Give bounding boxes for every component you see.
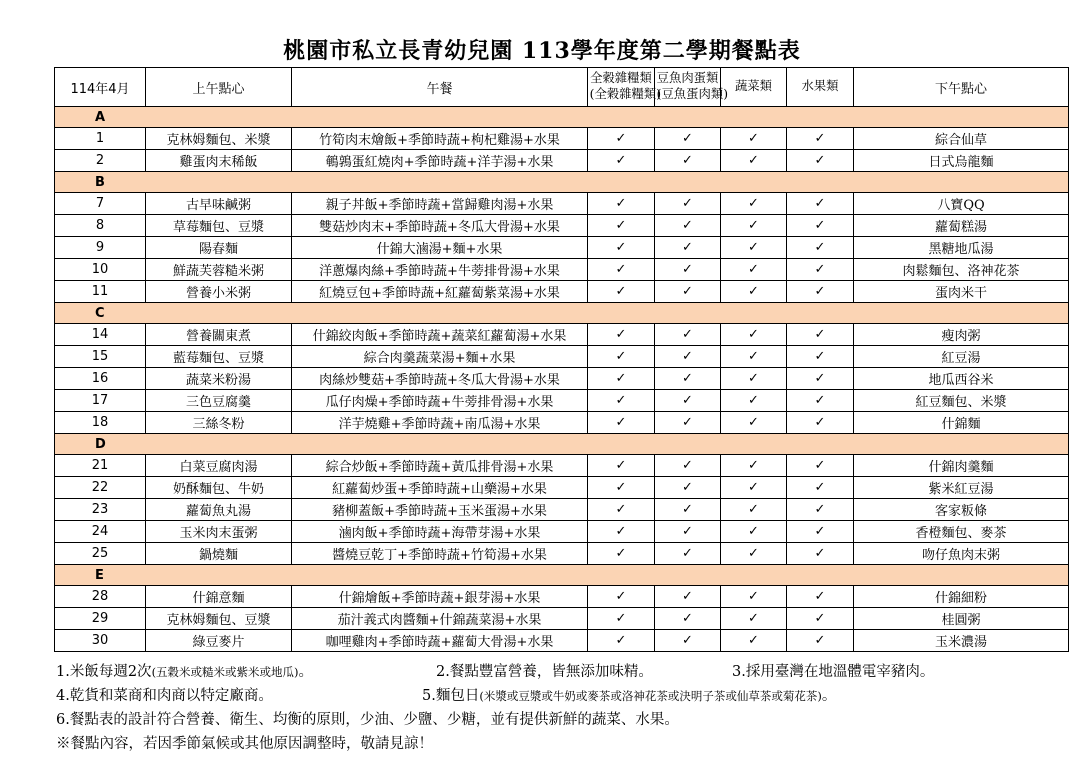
grains-check: ✓ <box>588 499 655 521</box>
day-cell: 7 <box>55 193 146 215</box>
lunch-cell: 竹筍肉末燴飯+季節時蔬+枸杞雞湯+水果 <box>292 128 588 150</box>
vegetable-check: ✓ <box>721 193 787 215</box>
morning-snack-cell: 白菜豆腐肉湯 <box>146 455 292 477</box>
afternoon-snack-cell: 肉鬆麵包、洛神花茶 <box>854 259 1069 281</box>
day-cell: 1 <box>55 128 146 150</box>
grains-check: ✓ <box>588 281 655 303</box>
vegetable-check: ✓ <box>721 237 787 259</box>
vegetable-check: ✓ <box>721 499 787 521</box>
fruit-check: ✓ <box>787 150 854 172</box>
morning-snack-cell: 玉米肉末蛋粥 <box>146 521 292 543</box>
fruit-check: ✓ <box>787 324 854 346</box>
afternoon-snack-header: 下午點心 <box>854 68 1069 107</box>
day-cell: 15 <box>55 346 146 368</box>
vegetable-check: ✓ <box>721 346 787 368</box>
grains-check: ✓ <box>588 521 655 543</box>
protein-check: ✓ <box>655 324 721 346</box>
vegetable-check: ✓ <box>721 281 787 303</box>
fruit-check: ✓ <box>787 390 854 412</box>
day-cell: 18 <box>55 412 146 434</box>
morning-snack-cell: 藍莓麵包、豆漿 <box>146 346 292 368</box>
table-row <box>55 390 1069 412</box>
lunch-cell: 洋芋燒雞+季節時蔬+南瓜湯+水果 <box>292 412 588 434</box>
day-cell: 21 <box>55 455 146 477</box>
lunch-cell: 綜合炒飯+季節時蔬+黃瓜排骨湯+水果 <box>292 455 588 477</box>
vegetable-check: ✓ <box>721 390 787 412</box>
lunch-cell: 醬燒豆乾丁+季節時蔬+竹筍湯+水果 <box>292 543 588 565</box>
morning-snack-cell: 草莓麵包、豆漿 <box>146 215 292 237</box>
day-cell: 2 <box>55 150 146 172</box>
vegetable-check: ✓ <box>721 128 787 150</box>
note-3: 3.採用臺灣在地溫體電宰豬肉。 <box>732 664 935 680</box>
grains-check: ✓ <box>588 368 655 390</box>
fruit-check: ✓ <box>787 543 854 565</box>
fruit-check: ✓ <box>787 608 854 630</box>
morning-snack-cell: 營養關東煮 <box>146 324 292 346</box>
afternoon-snack-cell: 香橙麵包、麥茶 <box>854 521 1069 543</box>
fruit-check: ✓ <box>787 193 854 215</box>
week-row <box>55 107 1069 128</box>
morning-snack-cell: 克林姆麵包、米漿 <box>146 128 292 150</box>
table-row <box>55 368 1069 390</box>
afternoon-snack-cell: 桂圓粥 <box>854 608 1069 630</box>
fruit-check: ✓ <box>787 237 854 259</box>
grains-check: ✓ <box>588 128 655 150</box>
lunch-header: 午餐 <box>292 68 588 107</box>
vegetable-check: ✓ <box>721 412 787 434</box>
afternoon-snack-cell: 什錦肉羹麵 <box>854 455 1069 477</box>
protein-check: ✓ <box>655 543 721 565</box>
fruit-check: ✓ <box>787 128 854 150</box>
week-row <box>55 434 1069 455</box>
fruit-check: ✓ <box>787 521 854 543</box>
day-cell: 30 <box>55 630 146 652</box>
protein-check: ✓ <box>655 215 721 237</box>
week-row <box>55 172 1069 193</box>
note-5: 5.麵包日(米漿或豆漿或牛奶或麥茶或洛神花茶或決明子茶或仙草茶或菊花茶)。 <box>422 688 837 704</box>
vegetable-check: ✓ <box>721 477 787 499</box>
grains-check: ✓ <box>588 477 655 499</box>
afternoon-snack-cell: 紅豆麵包、米漿 <box>854 390 1069 412</box>
grains-check: ✓ <box>588 390 655 412</box>
grains-check: ✓ <box>588 346 655 368</box>
week-label: B <box>55 172 1069 193</box>
morning-snack-cell: 古早味鹹粥 <box>146 193 292 215</box>
day-cell: 9 <box>55 237 146 259</box>
vegetable-check: ✓ <box>721 150 787 172</box>
fruit-check: ✓ <box>787 412 854 434</box>
morning-snack-cell: 鍋燒麵 <box>146 543 292 565</box>
vegetable-header: 蔬菜類 <box>721 68 787 107</box>
afternoon-snack-cell: 玉米濃湯 <box>854 630 1069 652</box>
grains-check: ✓ <box>588 586 655 608</box>
morning-snack-cell: 雞蛋肉末稀飯 <box>146 150 292 172</box>
vegetable-check: ✓ <box>721 368 787 390</box>
morning-snack-cell: 什錦意麵 <box>146 586 292 608</box>
afternoon-snack-cell: 紫米紅豆湯 <box>854 477 1069 499</box>
note-4: 4.乾貨和菜商和肉商以特定廠商。 <box>56 688 273 704</box>
lunch-cell: 親子丼飯+季節時蔬+當歸雞肉湯+水果 <box>292 193 588 215</box>
notes-line-4 <box>56 732 1066 756</box>
protein-check: ✓ <box>655 237 721 259</box>
morning-snack-cell: 奶酥麵包、牛奶 <box>146 477 292 499</box>
week-label: E <box>55 565 1069 586</box>
menu-table <box>54 67 1069 652</box>
table-row <box>55 150 1069 172</box>
day-cell: 17 <box>55 390 146 412</box>
lunch-cell: 滷肉飯+季節時蔬+海帶芽湯+水果 <box>292 521 588 543</box>
table-row <box>55 346 1069 368</box>
lunch-cell: 鵪鶉蛋紅燒肉+季節時蔬+洋芋湯+水果 <box>292 150 588 172</box>
vegetable-check: ✓ <box>721 543 787 565</box>
table-row <box>55 543 1069 565</box>
table-row <box>55 324 1069 346</box>
lunch-cell: 咖哩雞肉+季節時蔬+蘿蔔大骨湯+水果 <box>292 630 588 652</box>
week-row <box>55 565 1069 586</box>
protein-check: ✓ <box>655 346 721 368</box>
fruit-check: ✓ <box>787 281 854 303</box>
fruit-check: ✓ <box>787 499 854 521</box>
lunch-cell: 綜合肉羹蔬菜湯+麵+水果 <box>292 346 588 368</box>
fruit-check: ✓ <box>787 368 854 390</box>
day-cell: 23 <box>55 499 146 521</box>
afternoon-snack-cell: 蘿蔔糕湯 <box>854 215 1069 237</box>
fruit-check: ✓ <box>787 630 854 652</box>
protein-check: ✓ <box>655 128 721 150</box>
morning-snack-cell: 綠豆麥片 <box>146 630 292 652</box>
protein-check: ✓ <box>655 281 721 303</box>
week-row <box>55 303 1069 324</box>
grains-check: ✓ <box>588 455 655 477</box>
afternoon-snack-cell: 吻仔魚肉末粥 <box>854 543 1069 565</box>
protein-check: ✓ <box>655 150 721 172</box>
week-label: C <box>55 303 1069 324</box>
protein-check: ✓ <box>655 455 721 477</box>
protein-check: ✓ <box>655 390 721 412</box>
page-title: 桃園市私立長青幼兒園 113學年度第二學期餐點表 <box>283 38 801 64</box>
protein-check: ✓ <box>655 477 721 499</box>
menu-body <box>55 107 1069 652</box>
afternoon-snack-cell: 八寶QQ <box>854 193 1069 215</box>
morning-snack-cell: 三色豆腐羹 <box>146 390 292 412</box>
notes-line-2 <box>56 684 1066 708</box>
table-row <box>55 586 1069 608</box>
vegetable-check: ✓ <box>721 259 787 281</box>
table-row <box>55 521 1069 543</box>
protein-check: ✓ <box>655 368 721 390</box>
afternoon-snack-cell: 瘦肉粥 <box>854 324 1069 346</box>
grains-header: 全穀雜糧類 (全穀雜糧類) <box>588 68 655 107</box>
morning-snack-cell: 克林姆麵包、豆漿 <box>146 608 292 630</box>
vegetable-check: ✓ <box>721 586 787 608</box>
table-row <box>55 193 1069 215</box>
lunch-cell: 什錦大滷湯+麵+水果 <box>292 237 588 259</box>
table-row <box>55 237 1069 259</box>
table-row <box>55 608 1069 630</box>
lunch-cell: 豬柳蓋飯+季節時蔬+玉米蛋湯+水果 <box>292 499 588 521</box>
day-cell: 28 <box>55 586 146 608</box>
fruit-check: ✓ <box>787 346 854 368</box>
day-cell: 11 <box>55 281 146 303</box>
morning-snack-cell: 三絲冬粉 <box>146 412 292 434</box>
protein-check: ✓ <box>655 259 721 281</box>
grains-check: ✓ <box>588 237 655 259</box>
protein-check: ✓ <box>655 412 721 434</box>
day-cell: 16 <box>55 368 146 390</box>
month-header: 114年4月 <box>55 68 146 107</box>
grains-check: ✓ <box>588 259 655 281</box>
afternoon-snack-cell: 日式烏龍麵 <box>854 150 1069 172</box>
table-row <box>55 215 1069 237</box>
morning-snack-cell: 蘿蔔魚丸湯 <box>146 499 292 521</box>
morning-snack-header: 上午點心 <box>146 68 292 107</box>
grains-check: ✓ <box>588 150 655 172</box>
morning-snack-cell: 陽春麵 <box>146 237 292 259</box>
protein-check: ✓ <box>655 608 721 630</box>
grains-check: ✓ <box>588 543 655 565</box>
note-6: 6.餐點表的設計符合營養、衛生、均衡的原則，少油、少鹽、少糖，並有提供新鮮的蔬菜、水果。 <box>56 712 679 728</box>
note-1: 1.米飯每週2次(五穀米或糙米或紫米或地瓜)。 <box>56 664 314 680</box>
protein-header: 豆魚肉蛋類 (豆魚蛋肉類) <box>655 68 721 107</box>
table-row <box>55 412 1069 434</box>
morning-snack-cell: 鮮蔬芙蓉糙米粥 <box>146 259 292 281</box>
notes-line-1 <box>56 660 1066 684</box>
grains-check: ✓ <box>588 324 655 346</box>
vegetable-check: ✓ <box>721 455 787 477</box>
table-row <box>55 455 1069 477</box>
protein-check: ✓ <box>655 586 721 608</box>
lunch-cell: 瓜仔肉燥+季節時蔬+牛蒡排骨湯+水果 <box>292 390 588 412</box>
lunch-cell: 肉絲炒雙菇+季節時蔬+冬瓜大骨湯+水果 <box>292 368 588 390</box>
lunch-cell: 紅燒豆包+季節時蔬+紅蘿蔔紫菜湯+水果 <box>292 281 588 303</box>
notes-line-3 <box>56 708 1066 732</box>
table-row <box>55 630 1069 652</box>
vegetable-check: ✓ <box>721 630 787 652</box>
vegetable-check: ✓ <box>721 521 787 543</box>
lunch-cell: 雙菇炒肉末+季節時蔬+冬瓜大骨湯+水果 <box>292 215 588 237</box>
protein-check: ✓ <box>655 630 721 652</box>
lunch-cell: 什錦燴飯+季節時蔬+銀芽湯+水果 <box>292 586 588 608</box>
lunch-cell: 什錦絞肉飯+季節時蔬+蔬菜紅蘿蔔湯+水果 <box>292 324 588 346</box>
afternoon-snack-cell: 什錦細粉 <box>854 586 1069 608</box>
fruit-check: ✓ <box>787 586 854 608</box>
vegetable-check: ✓ <box>721 215 787 237</box>
afternoon-snack-cell: 客家粄條 <box>854 499 1069 521</box>
day-cell: 24 <box>55 521 146 543</box>
table-row <box>55 128 1069 150</box>
day-cell: 29 <box>55 608 146 630</box>
week-label: D <box>55 434 1069 455</box>
note-2: 2.餐點豐富營養，皆無添加味精。 <box>436 664 653 680</box>
grains-check: ✓ <box>588 608 655 630</box>
lunch-cell: 茄汁義式肉醬麵+什錦蔬菜湯+水果 <box>292 608 588 630</box>
table-row <box>55 259 1069 281</box>
fruit-check: ✓ <box>787 455 854 477</box>
morning-snack-cell: 營養小米粥 <box>146 281 292 303</box>
grains-check: ✓ <box>588 215 655 237</box>
lunch-cell: 紅蘿蔔炒蛋+季節時蔬+山藥湯+水果 <box>292 477 588 499</box>
day-cell: 25 <box>55 543 146 565</box>
day-cell: 10 <box>55 259 146 281</box>
morning-snack-cell: 蔬菜米粉湯 <box>146 368 292 390</box>
fruit-check: ✓ <box>787 477 854 499</box>
day-cell: 8 <box>55 215 146 237</box>
afternoon-snack-cell: 綜合仙草 <box>854 128 1069 150</box>
vegetable-check: ✓ <box>721 324 787 346</box>
notes <box>56 660 1066 756</box>
fruit-check: ✓ <box>787 259 854 281</box>
afternoon-snack-cell: 蛋肉米干 <box>854 281 1069 303</box>
protein-check: ✓ <box>655 499 721 521</box>
afternoon-snack-cell: 什錦麵 <box>854 412 1069 434</box>
grains-check: ✓ <box>588 630 655 652</box>
day-cell: 14 <box>55 324 146 346</box>
fruit-check: ✓ <box>787 215 854 237</box>
note-7: ※餐點內容，若因季節氣候或其他原因調整時，敬請見諒！ <box>56 736 433 752</box>
afternoon-snack-cell: 紅豆湯 <box>854 346 1069 368</box>
table-row <box>55 281 1069 303</box>
grains-check: ✓ <box>588 193 655 215</box>
afternoon-snack-cell: 地瓜西谷米 <box>854 368 1069 390</box>
table-header-row <box>55 68 1069 107</box>
protein-check: ✓ <box>655 521 721 543</box>
fruit-header: 水果類 <box>787 68 854 107</box>
table-row <box>55 477 1069 499</box>
lunch-cell: 洋蔥爆肉絲+季節時蔬+牛蒡排骨湯+水果 <box>292 259 588 281</box>
protein-check: ✓ <box>655 193 721 215</box>
day-cell: 22 <box>55 477 146 499</box>
table-row <box>55 499 1069 521</box>
afternoon-snack-cell: 黑糖地瓜湯 <box>854 237 1069 259</box>
week-label: A <box>55 107 1069 128</box>
grains-check: ✓ <box>588 412 655 434</box>
vegetable-check: ✓ <box>721 608 787 630</box>
